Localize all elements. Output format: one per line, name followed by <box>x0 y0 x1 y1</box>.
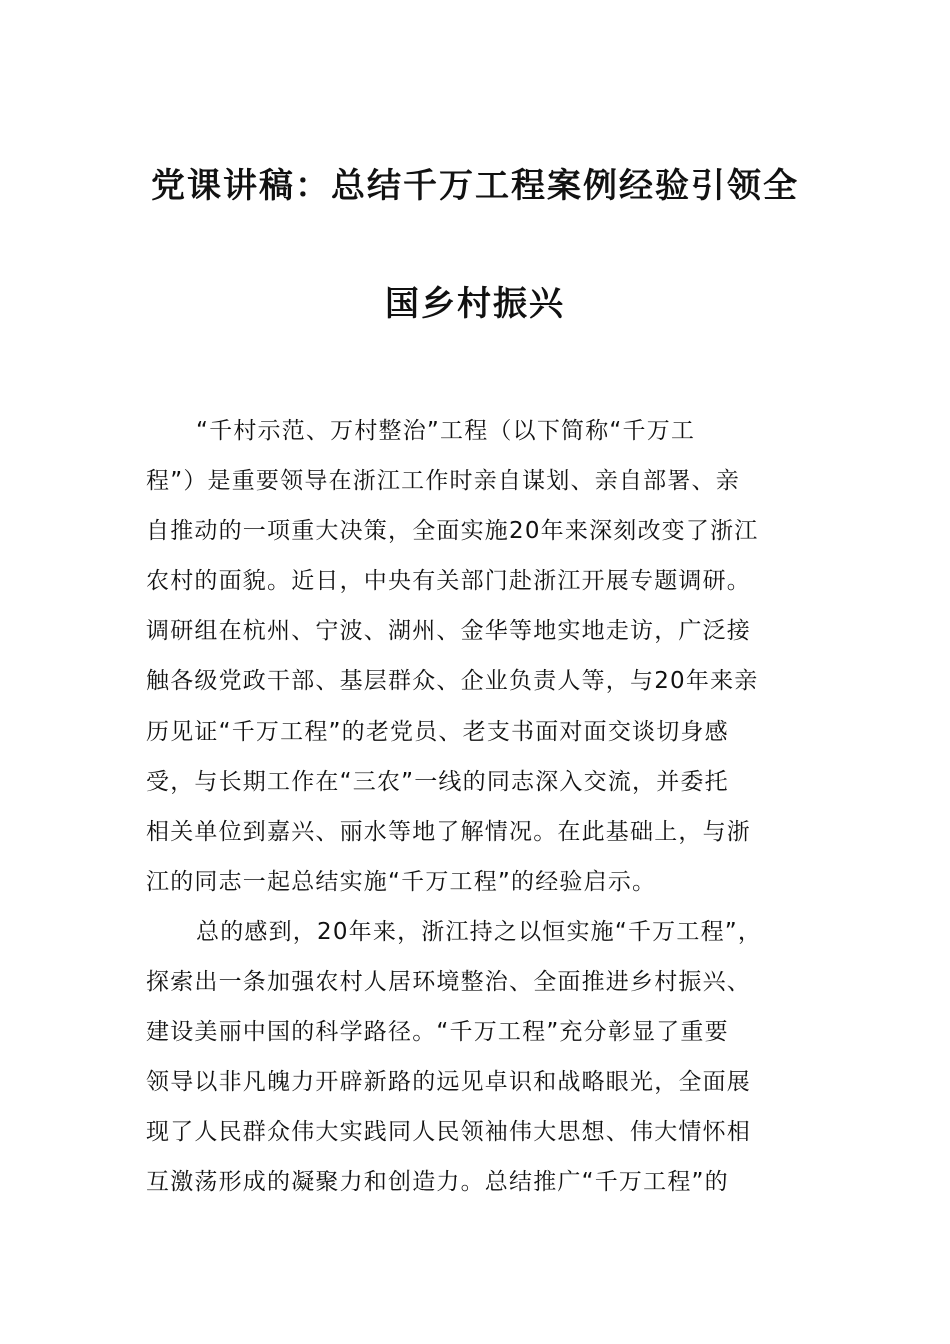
paragraph-line: 领导以非凡魄力开辟新路的远见卓识和战略眼光，全面展 <box>146 1069 751 1096</box>
paragraph-line: 总的感到，20年来，浙江持之以恒实施“千万工程”， <box>196 918 763 945</box>
paragraph-line: 现了人民群众伟大实践同人民领袖伟大思想、伟大情怀相 <box>146 1119 751 1146</box>
paragraph-line: 受，与长期工作在“三农”一线的同志深入交流，并委托 <box>146 768 729 795</box>
document-body <box>146 406 806 1208</box>
paragraph-line: 相关单位到嘉兴、丽水等地了解情况。在此基础上，与浙 <box>146 818 751 845</box>
paragraph-line: 探索出一条加强农村人居环境整治、全面推进乡村振兴、 <box>146 969 751 996</box>
paragraph-line: 农村的面貌。近日，中央有关部门赴浙江开展专题调研。 <box>146 568 751 595</box>
paragraph-line: 自推动的一项重大决策，全面实施20年来深刻改变了浙江 <box>146 518 759 545</box>
paragraph-1 <box>146 406 806 907</box>
document-title-line-1: 党课讲稿：总结千万工程案例经验引领全 <box>151 166 799 206</box>
paragraph-line: “千村示范、万村整治”工程（以下简称“千万工 <box>196 418 696 444</box>
paragraph-line: 触各级党政干部、基层群众、企业负责人等，与20年来亲 <box>146 668 759 695</box>
paragraph-line: 建设美丽中国的科学路径。“千万工程”充分彰显了重要 <box>146 1019 729 1046</box>
paragraph-line: 历见证“千万工程”的老党员、老支书面对面交谈切身感 <box>146 718 729 745</box>
paragraph-line: 调研组在杭州、宁波、湖州、金华等地实地走访，广泛接 <box>146 618 751 645</box>
document-title-line-2: 国乡村振兴 <box>385 284 565 324</box>
paragraph-line: 江的同志一起总结实施“千万工程”的经验启示。 <box>146 868 657 895</box>
paragraph-2 <box>146 907 806 1208</box>
paragraph-line: 互激荡形成的凝聚力和创造力。总结推广“千万工程”的 <box>146 1169 729 1196</box>
paragraph-line: 程”）是重要领导在浙江工作时亲自谋划、亲自部署、亲 <box>146 468 740 495</box>
